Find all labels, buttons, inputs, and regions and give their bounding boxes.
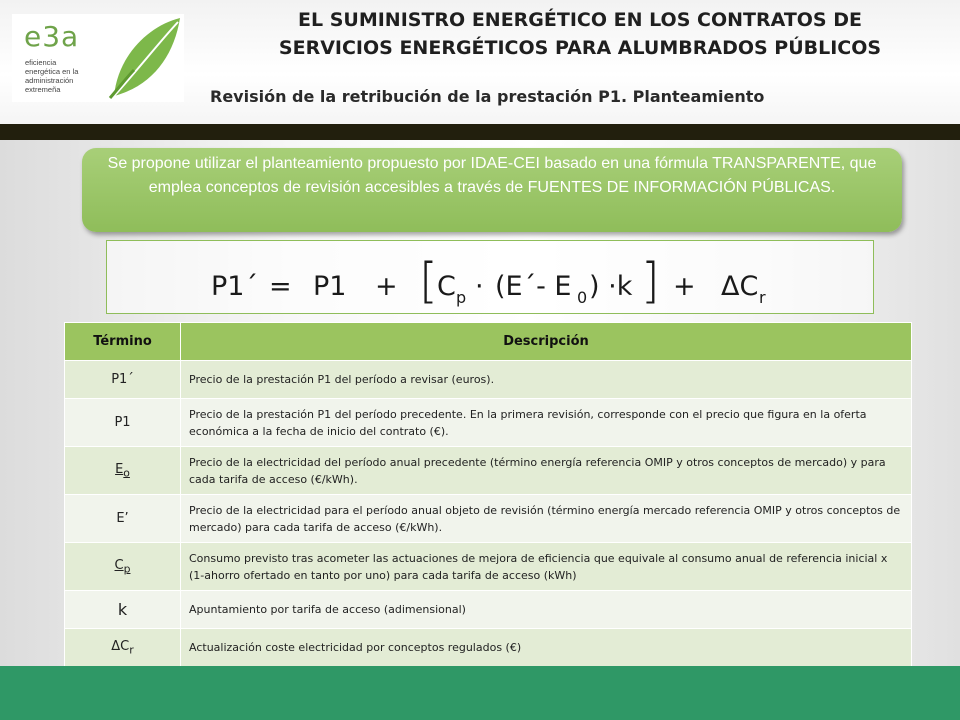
description-cell: Precio de la electricidad del período anual precedente (término energía referencia OMIP y otros conceptos de mercado) y para cada tarifa de acceso (€/kWh). [181, 447, 912, 495]
footer-bar [0, 666, 960, 720]
term-subscript: p [123, 562, 131, 576]
formula-equals: = [269, 271, 292, 302]
description-cell: Apuntamiento por tarifa de acceso (adimensional) [181, 591, 912, 629]
page-subtitle: Revisión de la retribución de la prestación P1. Planteamiento [210, 87, 765, 106]
callout-box: Se propone utilizar el planteamiento propuesto por IDAE-CEI basado en una fórmula TRANSPARENTE, que emplea conceptos de revisión accesibles a través de FUENTES DE INFORMACIÓN PÚBLICAS. [82, 148, 902, 232]
header-term: Término [65, 323, 181, 361]
formula-cp-subscript: p [456, 288, 467, 307]
logo-caption-line: eficiencia [25, 58, 57, 67]
terms-table [64, 322, 912, 667]
table-row [65, 361, 912, 399]
formula-delta-cr: ΔC [721, 271, 759, 302]
title-line-1: EL SUMINISTRO ENERGÉTICO EN LOS CONTRATOS DE [298, 9, 862, 31]
leaf-icon [108, 16, 182, 100]
logo-caption-line: extremeña [25, 85, 61, 94]
logo-caption [25, 58, 105, 94]
formula-p1: P1 [313, 271, 347, 302]
term-cell [65, 447, 181, 495]
logo-mark: e3a [24, 20, 80, 53]
term-subscript: r [129, 643, 134, 657]
page-title [200, 6, 960, 62]
table-row [65, 629, 912, 667]
table-header-row [65, 323, 912, 361]
table-row [65, 447, 912, 495]
header [0, 0, 960, 124]
term-cell: P1 [65, 399, 181, 447]
formula-dot: · [475, 271, 484, 302]
formula-plus: + [673, 271, 696, 302]
term-subscript: o [123, 466, 130, 480]
term-text: ΔC [111, 638, 130, 654]
logo-caption-line: energética en la [25, 67, 79, 76]
table-row [65, 495, 912, 543]
term-cell: k [65, 591, 181, 629]
term-cell [65, 543, 181, 591]
description-cell: Precio de la prestación P1 del período a revisar (euros). [181, 361, 912, 399]
term-cell [65, 629, 181, 667]
formula-plus: + [375, 271, 398, 302]
formula-energy-diff: (E´- E [495, 271, 572, 302]
term-cell: E’ [65, 495, 181, 543]
description-cell: Precio de la electricidad para el período anual objeto de revisión (término energía mercado referencia OMIP y otros conceptos de mercado) para cada tarifa de acceso (€/kWh). [181, 495, 912, 543]
formula-graphic [107, 241, 873, 313]
description-cell: Actualización coste electricidad por conceptos regulados (€) [181, 629, 912, 667]
formula-cp: C [437, 271, 456, 302]
formula-e0-subscript: 0 [577, 288, 588, 307]
divider-bar [0, 124, 960, 140]
formula-lhs: P1´ [211, 271, 258, 302]
table-row [65, 543, 912, 591]
header-description: Descripción [181, 323, 912, 361]
formula-k: ) ·k [589, 271, 633, 302]
formula-cr-subscript: r [759, 288, 766, 307]
term-text: E [115, 461, 124, 477]
term-cell: P1´ [65, 361, 181, 399]
term-text: C [114, 557, 124, 573]
title-line-2: SERVICIOS ENERGÉTICOS PARA ALUMBRADOS PÚBLICOS [278, 37, 882, 59]
description-cell: Consumo previsto tras acometer las actuaciones de mejora de eficiencia que equivale al consumo anual de referencia inicial x (1-ahorro ofertado en tanto por uno) para cada tarifa de acceso (kWh) [181, 543, 912, 591]
formula-box [106, 240, 874, 314]
logo-caption-line: administración [25, 76, 74, 85]
description-cell: Precio de la prestación P1 del período precedente. En la primera revisión, corresponde con el precio que figura en la oferta económica a la fecha de inicio del contrato (€). [181, 399, 912, 447]
logo [12, 14, 184, 102]
table-row [65, 591, 912, 629]
formula-open-bracket: [ [419, 253, 438, 309]
table-row [65, 399, 912, 447]
formula-close-bracket: ] [641, 253, 660, 309]
